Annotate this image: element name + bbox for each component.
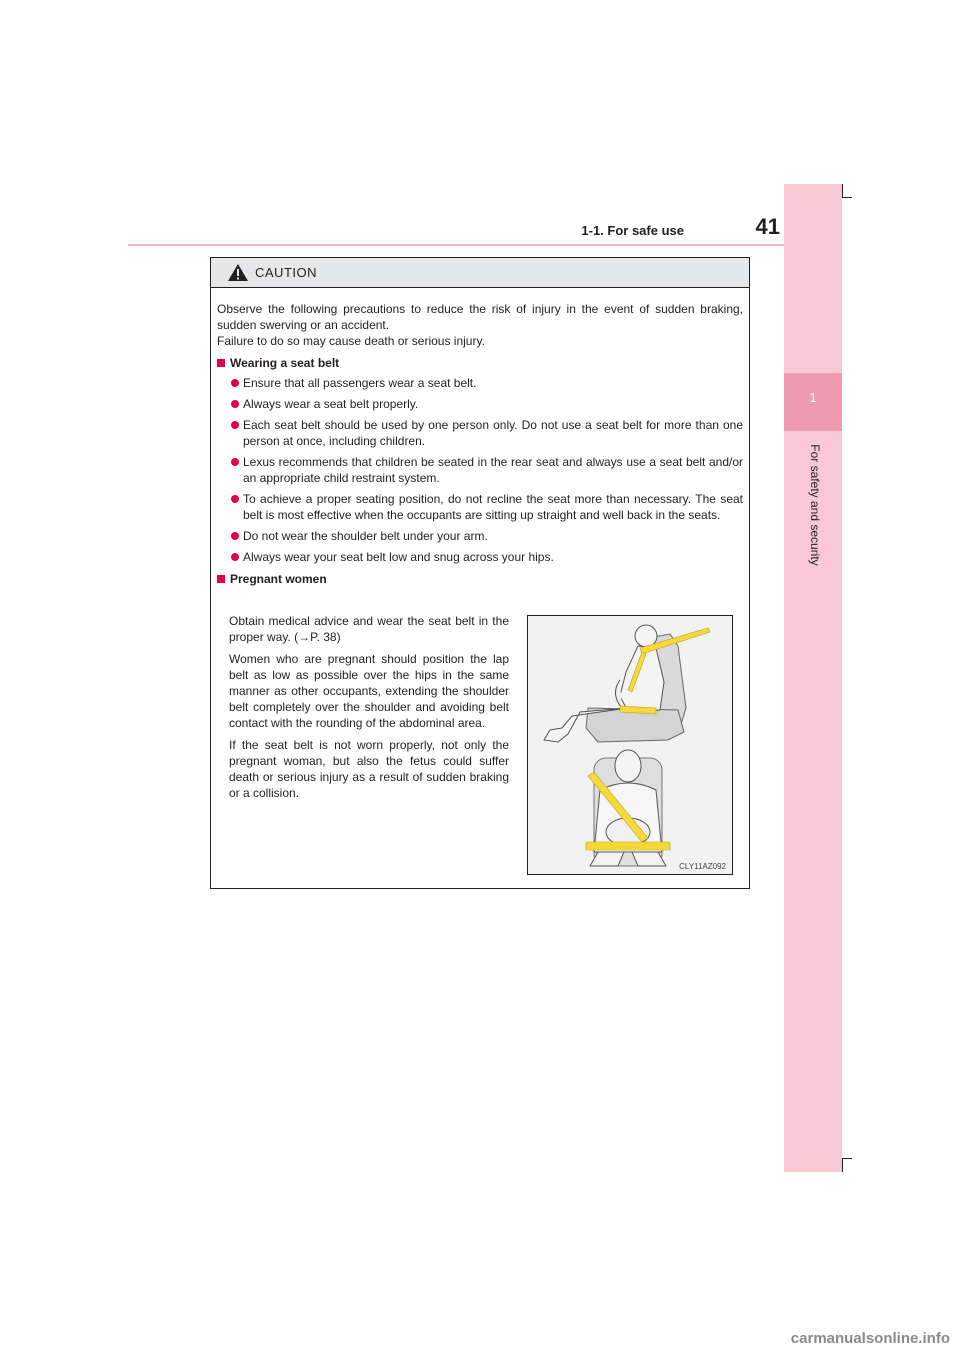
caution-header bbox=[211, 258, 749, 288]
subhead-seat-belt bbox=[217, 355, 743, 371]
bullet-icon bbox=[231, 532, 239, 540]
list-item bbox=[217, 375, 743, 391]
subhead-pregnant-women-label: Pregnant women bbox=[230, 572, 327, 586]
list-item-text: Always wear a seat belt properly. bbox=[243, 397, 419, 411]
crop-mark-bottom bbox=[842, 1158, 843, 1172]
seat-belt-list bbox=[217, 375, 743, 565]
caution-box bbox=[210, 257, 750, 889]
list-item bbox=[217, 491, 743, 523]
pregnant-woman-seat-belt-illustration bbox=[528, 616, 732, 874]
bullet-icon bbox=[231, 553, 239, 561]
list-item bbox=[217, 528, 743, 544]
list-item-text: Each seat belt should be used by one person only. Do not use a seat belt for more than one person at once, including children. bbox=[243, 418, 743, 448]
seat-belt-illustration bbox=[527, 615, 733, 875]
section-title: 1-1. For safe use bbox=[581, 223, 684, 238]
paragraph: If the seat belt is not worn properly, not only the pregnant woman, but also the fetus could suffer death or serious injury as a result of sudden braking or a collision. bbox=[229, 738, 509, 800]
subhead-seat-belt-label: Wearing a seat belt bbox=[230, 356, 340, 370]
list-item bbox=[217, 396, 743, 412]
square-bullet-icon bbox=[217, 359, 225, 367]
warning-icon bbox=[227, 263, 249, 282]
list-item-text: Ensure that all passengers wear a seat belt. bbox=[243, 376, 477, 390]
list-item bbox=[217, 417, 743, 449]
side-tab-label: For safety and security bbox=[808, 444, 822, 566]
list-item bbox=[217, 454, 743, 486]
square-bullet-icon bbox=[217, 575, 225, 583]
caution-intro-2: Failure to do so may cause death or serious injury. bbox=[217, 334, 485, 348]
figure-code: CLY11AZ092 bbox=[679, 862, 726, 871]
caution-title: CAUTION bbox=[255, 265, 317, 280]
caution-body bbox=[211, 288, 749, 587]
header-rule bbox=[128, 244, 842, 246]
side-tab-number: 1 bbox=[809, 390, 817, 405]
paragraph: Obtain medical advice and wear the seat belt in the proper way. (→P. 38) bbox=[229, 614, 509, 644]
bullet-icon bbox=[231, 495, 239, 503]
side-band bbox=[784, 184, 842, 1172]
bullet-icon bbox=[231, 458, 239, 466]
list-item-text: Always wear your seat belt low and snug across your hips. bbox=[243, 550, 554, 564]
list-item bbox=[217, 549, 743, 565]
crop-mark-top-h bbox=[842, 197, 852, 198]
crop-mark-bottom-h bbox=[842, 1158, 852, 1159]
watermark: carmanualsonline.info bbox=[790, 1330, 950, 1347]
caution-intro: Observe the following precautions to reduce the risk of injury in the event of sudden braking, sudden swerving or an accident. bbox=[217, 302, 743, 332]
pregnant-women-text bbox=[229, 613, 509, 807]
crop-mark-top bbox=[842, 184, 843, 198]
bullet-icon bbox=[231, 421, 239, 429]
subhead-pregnant-women bbox=[217, 571, 743, 587]
paragraph: Women who are pregnant should position the lap belt as low as possible over the hips in the same manner as other occupants, extending the shoulder belt completely over the shoulder and avoiding belt contact with the rounding of the abdominal area. bbox=[229, 652, 509, 730]
page-number: 41 bbox=[755, 214, 780, 239]
list-item-text: Do not wear the shoulder belt under your arm. bbox=[243, 529, 488, 543]
bullet-icon bbox=[231, 379, 239, 387]
list-item-text: To achieve a proper seating position, do not recline the seat more than necessary. The seat belt is most effective when the occupants are sitting up straight and well back in the seats. bbox=[243, 492, 743, 522]
bullet-icon bbox=[231, 400, 239, 408]
list-item-text: Lexus recommends that children be seated in the rear seat and always use a seat belt and/or an appropriate child restraint system. bbox=[243, 455, 743, 485]
